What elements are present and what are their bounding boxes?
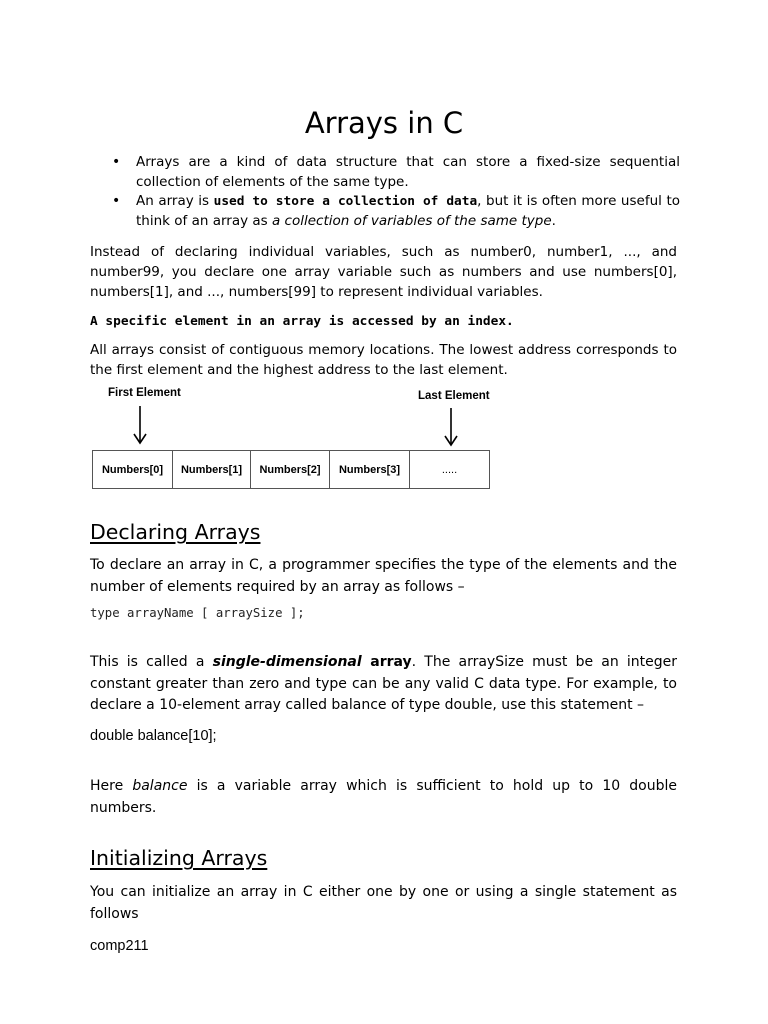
array-cell: Numbers[3] [330,451,410,488]
single-emph-text: single-dimensional [212,654,362,670]
single-text-pre: This is called a [90,654,213,670]
last-element-label: Last Element [418,390,490,402]
bullet-text-mid: , but it is often more useful to think of an array as [136,193,680,229]
single-text-post: . The arraySize must be an integer constant greater than zero and type can be any valid C data type. For example, to declare a 10-element array called balance of type double, use this statement – [90,654,677,713]
bullet-item [104,192,680,231]
paragraph-single-dimensional [90,652,677,717]
paragraph-declaring-intro: To declare an array in C, a programmer specifies the type of the elements and the number of elements required by an array as follows – [90,557,677,595]
index-note-text: A specific element in an array is accessed by an index. [90,314,514,329]
paragraph-individual-variables: Instead of declaring individual variables, such as number0, number1, ..., and number99, you declare one array variable such as numbers and use numbers[0], numbers[1], and ..., numbers[99] to represent individual variables. [90,244,677,300]
bullet-text-pre: An array is [136,193,214,209]
section-heading-initializing: Initializing Arrays [90,846,268,870]
bullet-italic-text: a collection of variables of the same type [271,212,552,229]
paragraph-initializing-intro: You can initialize an array in C either one by one or using a single statement as follows [90,884,677,922]
paragraph-balance [90,776,677,819]
array-cell: Numbers[0] [93,451,173,488]
code-syntax: type arrayName [ arraySize ]; [90,606,305,620]
first-element-arrow-icon [130,404,150,446]
array-cell: ..... [441,463,458,476]
intro-bullet-list [104,153,680,231]
page-footer: comp211 [90,938,149,954]
last-element-arrow-icon [441,406,461,448]
here-text-post: is a variable array which is sufficient to hold up to 10 double numbers. [90,778,677,816]
array-cell: Numbers[1] [173,451,251,488]
first-element-label: First Element [108,387,181,399]
section-heading-declaring: Declaring Arrays [90,520,261,544]
bullet-item [104,153,680,192]
single-bold-text: array [361,654,412,670]
bullet-text-post: . [551,212,556,229]
paragraph-contiguous: All arrays consist of contiguous memory locations. The lowest address corresponds to the first element and the highest address to the last element. [90,342,677,378]
array-cell: Numbers[2] [251,451,330,488]
bullet-bold-text: used to store a collection of data [213,194,478,209]
index-note [90,311,677,332]
example-statement: double balance[10]; [90,728,217,744]
bullet-text: Arrays are a kind of data structure that can store a fixed-size sequential collection of elements of the same type. [136,154,680,190]
here-text-pre: Here [90,778,133,794]
array-diagram [92,450,490,489]
page-title: Arrays in C [304,106,464,140]
here-italic-text: balance [132,778,188,794]
